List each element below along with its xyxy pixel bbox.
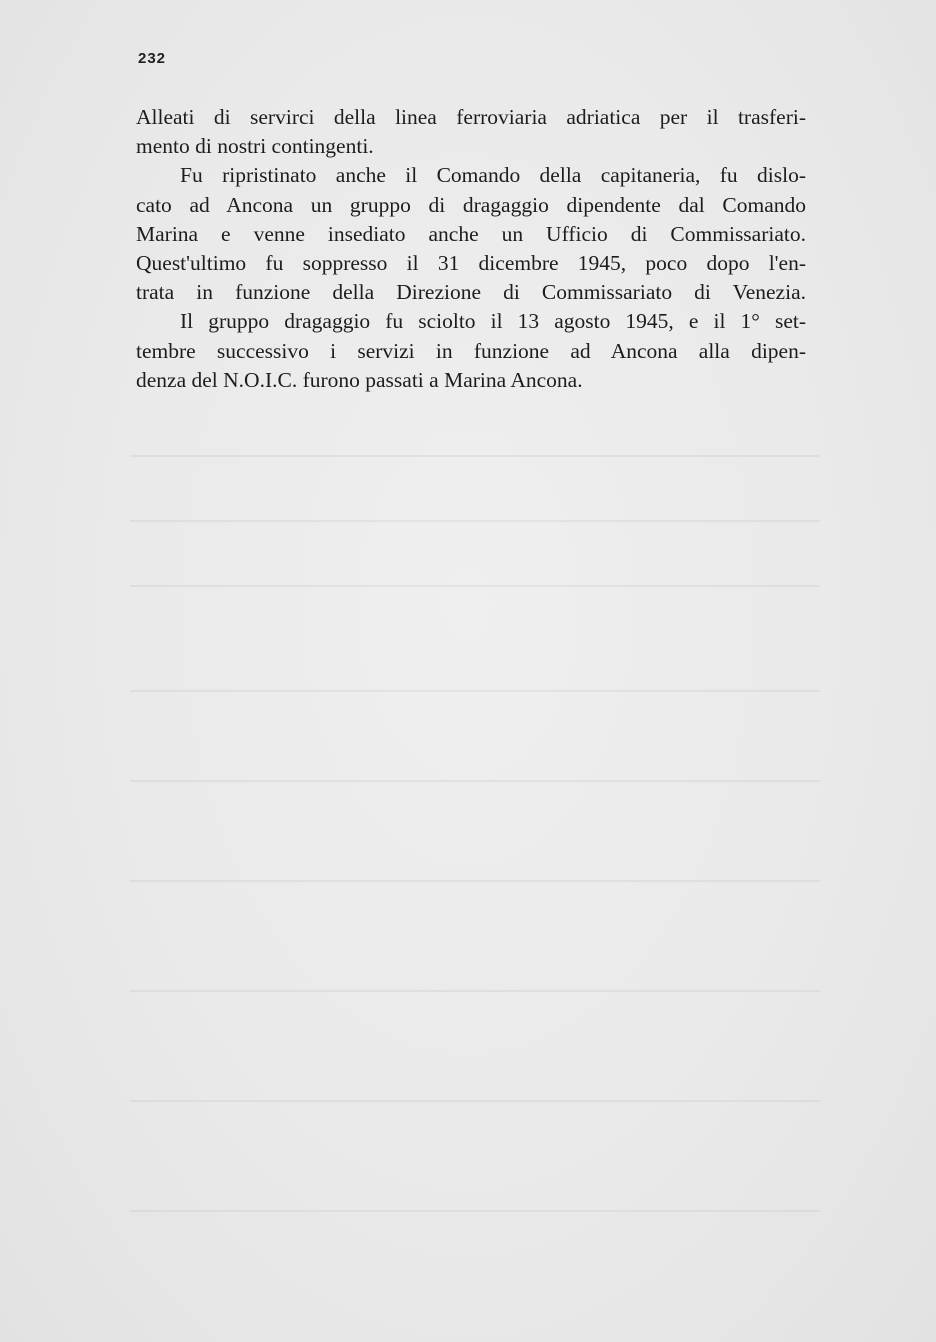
text-line: cato ad Ancona un gruppo di dragaggio dipendente dal Comando [136, 192, 806, 217]
bleed-through-line [130, 880, 820, 882]
bleed-through-line [130, 1210, 820, 1212]
paragraph-start-line: Fu ripristinato anche il Comando della capitaneria, fu dislo- [180, 163, 806, 188]
paragraph-start-line: Il gruppo dragaggio fu sciolto il 13 agosto 1945, e il 1° set- [180, 309, 806, 334]
bleed-through-line [130, 690, 820, 692]
body-text [136, 103, 806, 395]
text-line: tembre successivo i servizi in funzione ad Ancona alla dipen- [136, 338, 806, 363]
bleed-through-line [130, 455, 820, 457]
text-line: mento di nostri contingenti. [136, 134, 374, 159]
text-line: Alleati di servirci della linea ferroviaria adriatica per il trasferi- [136, 105, 806, 129]
text-line: Quest'ultimo fu soppresso il 31 dicembre 1945, poco dopo l'en- [136, 250, 806, 275]
bleed-through-line [130, 990, 820, 992]
page-number: 232 [138, 50, 167, 67]
bleed-through-line [130, 585, 820, 587]
bleed-through-line [130, 520, 820, 522]
text-line: Marina e venne insediato anche un Ufficio di Commissariato. [136, 221, 806, 246]
text-line: denza del N.O.I.C. furono passati a Marina Ancona. [136, 367, 583, 392]
text-line: trata in funzione della Direzione di Commissariato di Venezia. [136, 280, 806, 305]
bleed-through-line [130, 780, 820, 782]
bleed-through-line [130, 1100, 820, 1102]
